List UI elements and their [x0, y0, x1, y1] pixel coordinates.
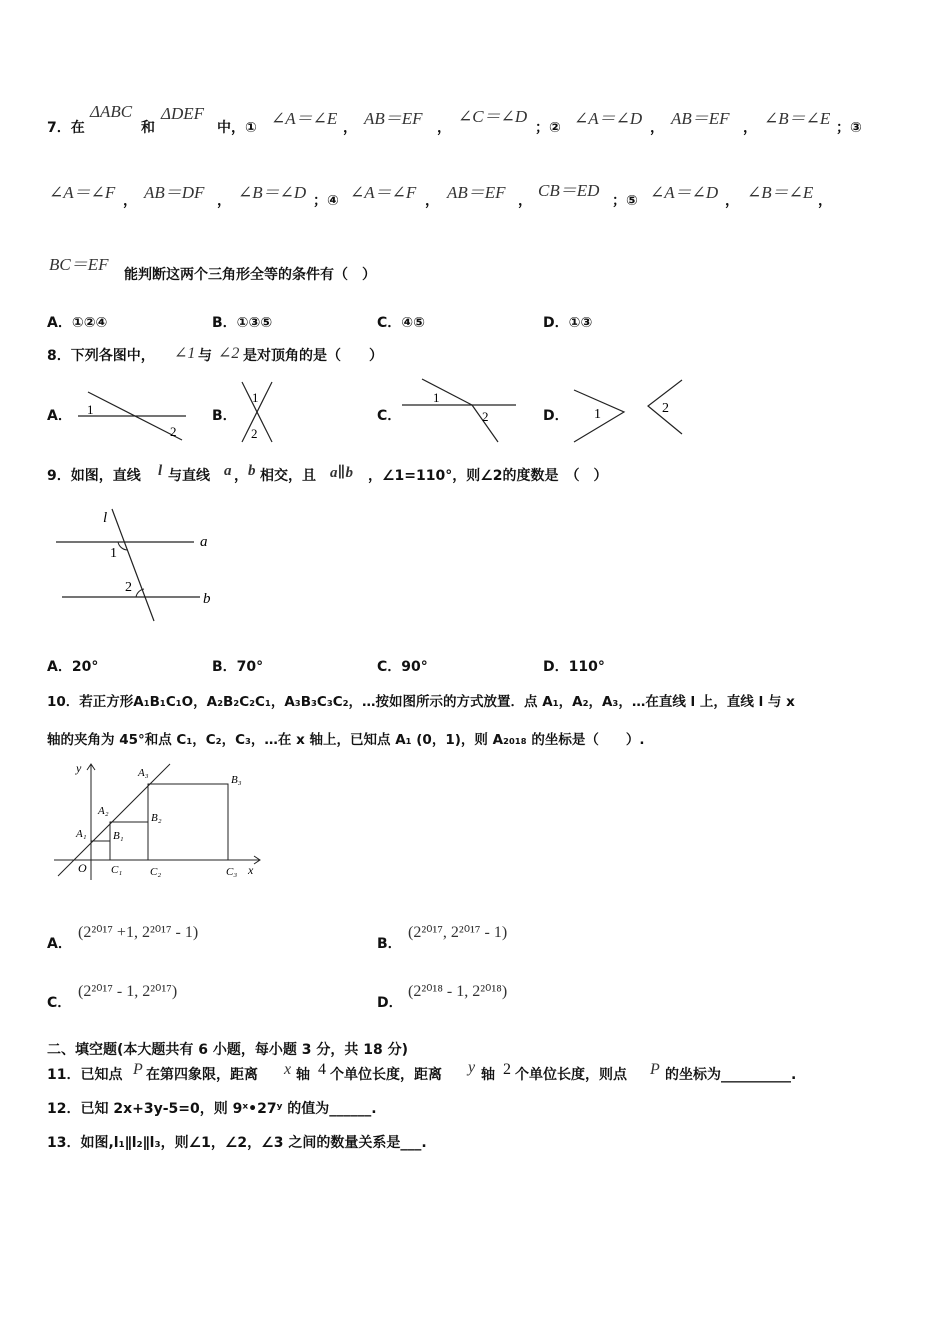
q10-option-b-label[interactable]: B． [377, 936, 402, 952]
q9-b: b [248, 463, 256, 479]
q9-l: l [158, 463, 163, 479]
q8-with: 与 [198, 348, 212, 364]
q7-option-c[interactable]: C．④⑤ [377, 315, 425, 331]
q7-sep3: ；③ [836, 120, 862, 136]
q10-option-c-label[interactable]: C． [47, 995, 72, 1011]
q11-x: x [284, 1061, 292, 1078]
q10-fig-b1: B₁ [113, 830, 124, 842]
q9-stem-a: 9．如图，直线 [47, 468, 141, 484]
q11-y: y [468, 1059, 476, 1076]
q7-cond5a: ∠A＝∠D [650, 183, 719, 202]
q7-cond3b: AB＝DF [144, 183, 205, 202]
q11-four: 4 [318, 1061, 326, 1078]
q10-fig-b3: B₃ [231, 774, 242, 786]
q7-cond1b: AB＝EF [364, 109, 423, 128]
q9-a: a [224, 463, 232, 479]
q9-fig-1: 1 [110, 546, 117, 561]
q10-line2: 轴的夹角为 45°和点 C₁，C₂，C₃，…在 x 轴上，已知点 A₁ (0，1)，则 A₂₀₁₈ 的坐标是（ ）. [47, 732, 645, 748]
q7-sep4: ；④ [313, 193, 339, 209]
question-13: 13．如图,l₁∥l₂∥l₃，则∠1，∠2，∠3 之间的数量关系是___. [47, 1135, 427, 1151]
q11-two: 2 [503, 1061, 511, 1078]
q7-number: 7．在 [47, 120, 85, 136]
q7-cond3a: ∠A＝∠F [49, 183, 116, 202]
q11-p: P [133, 1061, 143, 1078]
q8-figure-c [398, 376, 520, 444]
q10-fig-c1: C₁ [111, 864, 123, 876]
q8d-label-2: 2 [662, 401, 669, 416]
q8-angle1: ∠1 [174, 345, 196, 362]
q8-figure-a [70, 385, 190, 441]
q11-a: 11．已知点 [47, 1067, 123, 1083]
q8-option-a[interactable]: A． [47, 408, 72, 424]
q7-mid: 中，① [217, 120, 257, 136]
q10-fig-y: y [76, 761, 82, 775]
q7-cond2a: ∠A＝∠D [574, 109, 643, 128]
q9-fig-a: a [200, 534, 208, 550]
q9-option-b[interactable]: B．70° [212, 659, 264, 675]
q7-cond4a: ∠A＝∠F [350, 183, 417, 202]
q9-stem-b: 与直线 [168, 468, 210, 484]
q9-option-c[interactable]: C．90° [377, 659, 428, 675]
q9-fig-l: l [103, 510, 108, 526]
q7-cond1a: ∠A＝∠E [271, 109, 338, 128]
q10-line1: 10．若正方形A₁B₁C₁O，A₂B₂C₂C₁，A₃B₃C₃C₂，…按如图所示的方式放置．点 A₁，A₂，A₃，…在直线 l 上，直线 l 与 x [47, 694, 795, 710]
q7-cond3c: ∠B＝∠D [238, 183, 307, 202]
q10-fig-a2: A₂ [98, 805, 109, 817]
q8-figure-d [566, 378, 688, 446]
q10-fig-c3: C₃ [226, 866, 238, 878]
q9-figure [50, 505, 225, 627]
q8-stem-a: 8．下列各图中， [47, 348, 155, 364]
q8c-label-1: 1 [433, 390, 440, 405]
q9-option-a[interactable]: A．20° [47, 659, 99, 675]
q9-fig-b: b [203, 591, 211, 607]
q10-fig-o: O [78, 861, 87, 875]
q7-cond1c: ∠C＝∠D [458, 107, 528, 126]
q8-option-b[interactable]: B． [212, 408, 237, 424]
question-12: 12．已知 2x+3y-5=0，则 9ˣ•27ʸ 的值为______. [47, 1101, 377, 1117]
q9-stem-d: ，∠1=110°，则∠2的度数是 （ ） [368, 468, 608, 484]
q7-option-b[interactable]: B．①③⑤ [212, 315, 273, 331]
q8a-label-2: 2 [170, 424, 177, 439]
q10-option-a-label[interactable]: A． [47, 936, 72, 952]
q7-sep2: ；② [535, 120, 561, 136]
q7-cond5b: ∠B＝∠E [747, 183, 814, 202]
q8-option-c[interactable]: C． [377, 408, 402, 424]
q7-cond4b: AB＝EF [447, 183, 506, 202]
q11-b: 在第四象限，距离 [146, 1067, 258, 1083]
q7-option-a[interactable]: A．①②④ [47, 315, 108, 331]
q8-option-d[interactable]: D． [543, 408, 569, 424]
q7-cond5c: BC＝EF [49, 255, 109, 274]
q8-figure-b [234, 378, 278, 446]
q10-fig-a3: A₃ [138, 767, 149, 779]
q10-fig-c2: C₂ [150, 866, 162, 878]
q10-fig-b2: B₂ [151, 812, 162, 824]
q10-figure [50, 758, 270, 886]
q8-stem-b: 是对顶角的是（ ） [243, 348, 383, 364]
q7-and: 和 [141, 120, 155, 136]
q10-option-b[interactable]: (2²⁰¹⁷, 2²⁰¹⁷ - 1) [408, 924, 508, 941]
q8-angle2: ∠2 [218, 345, 240, 362]
q10-fig-x: x [248, 863, 254, 877]
q7-triangle-abc: ΔABC [90, 102, 133, 121]
q7-cond4c: CB＝ED [538, 181, 600, 200]
q10-fig-a1: A₁ [76, 828, 87, 840]
q9-stem-c: 相交，且 [260, 468, 316, 484]
q7-option-d[interactable]: D．①③ [543, 315, 593, 331]
q9-option-d[interactable]: D．110° [543, 659, 605, 675]
q9-fig-2: 2 [125, 580, 132, 595]
q9-parallel: a∥b [330, 465, 353, 481]
q7-cond2c: ∠B＝∠E [764, 109, 831, 128]
q10-option-a[interactable]: (2²⁰¹⁷ +1, 2²⁰¹⁷ - 1) [78, 924, 199, 941]
q8c-label-2: 2 [482, 409, 489, 424]
q7-cond2b: AB＝EF [671, 109, 730, 128]
q7-sep5: ；⑤ [612, 193, 638, 209]
q10-option-c[interactable]: (2²⁰¹⁷ - 1, 2²⁰¹⁷) [78, 983, 178, 1000]
q8b-label-2: 2 [251, 426, 258, 441]
q10-option-d-label[interactable]: D． [377, 995, 403, 1011]
q8a-label-1: 1 [87, 402, 94, 417]
section-2-title: 二、填空题(本大题共有 6 小题，每小题 3 分，共 18 分) [47, 1042, 409, 1058]
q7-tail: 能判断这两个三角形全等的条件有（ ） [124, 267, 376, 283]
q8b-label-1: 1 [252, 390, 259, 405]
q10-option-d[interactable]: (2²⁰¹⁸ - 1, 2²⁰¹⁸) [408, 983, 508, 1000]
q7-triangle-def: ΔDEF [161, 104, 205, 123]
q11-p2: P [650, 1061, 660, 1078]
q8d-label-1: 1 [594, 407, 601, 422]
